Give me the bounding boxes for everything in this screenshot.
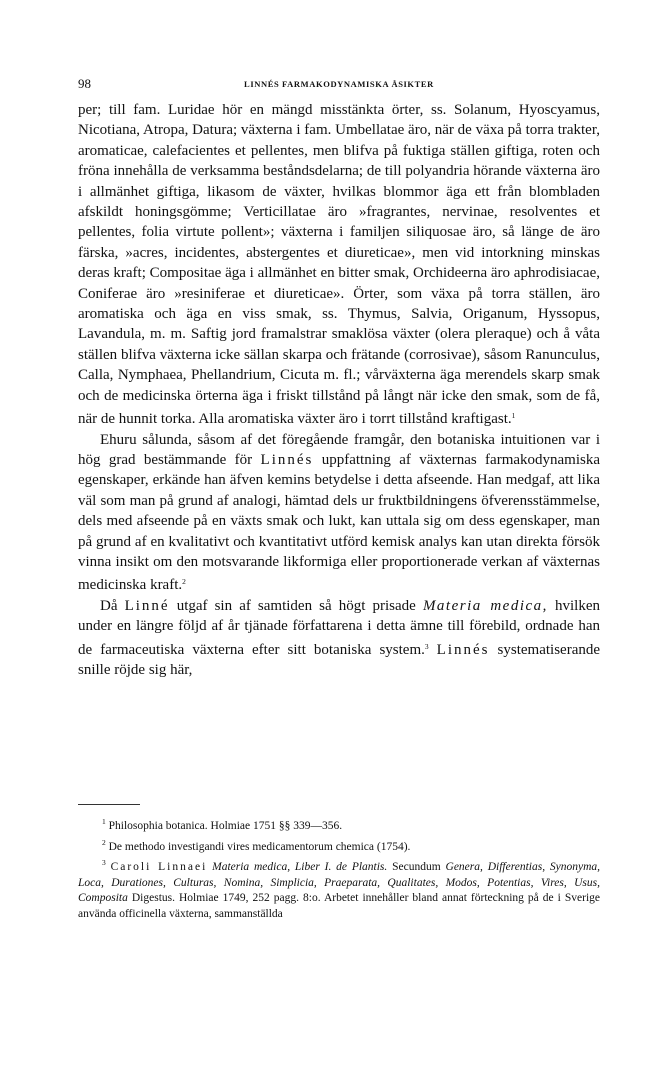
running-head	[78, 76, 600, 92]
paragraph-3	[78, 596, 600, 681]
footnote-3	[78, 855, 600, 922]
footnote-text: Philosophia botanica. Holmiae 1751 §§ 339—356.	[108, 820, 343, 832]
paragraph-3-text-b: utgaf sin af samtiden så högt prisade	[176, 597, 416, 614]
running-title: LINNÉS FARMAKODYNAMISKA ÅSIKTER	[244, 79, 434, 89]
footnote-marker: 3	[102, 858, 106, 868]
author-name-spaced: Linnés	[436, 641, 490, 658]
footnote-ref-2: 2	[182, 577, 186, 587]
page-number: 98	[78, 76, 91, 91]
body-text	[78, 100, 600, 680]
paragraph-2-text-a: Ehuru sålunda, såsom af det föregående framgår, den botaniska intuitionen var i hög grad bestämmande för	[78, 431, 600, 468]
paragraph-2-text-b: uppfattning af växternas farmakodynamiska egenskaper, erkände han äfven kemins betydelse i detta afseende. Han medgaf, att lika väl som man på grund af analogi, hämtad dels ur fruktbildningens öfverensstämmelse, dels med afseende på en växts smak och lukt, kan uttala sig om dess egenskaper, man på grund af en kvalitativt och kvantitativt utförd kemisk analys kan utan direkta försök vinna insikt om den motsvarande likformiga eller proportionerade verkan af växternas medicinska kraft.	[78, 451, 601, 594]
footnote-italic-list: Genera, Differentias, Synonyma, Loca, Durationes, Culturas, Nomina, Simplicia, Praeparata, Qualitates, Modos, Potentias, Vires, Usus, Composita	[78, 861, 601, 905]
footnote-1	[78, 814, 600, 835]
paragraph-1-text: per; till fam. Luridae hör en mängd misstänkta örter, ss. Solanum, Hyoscyamus, Nicotiana, Atropa, Datura; växterna i fam. Umbellatae äro, när de växa på torra trakter, aromaticae, calefacientes et pellentes, men blifva på fuktiga ställen giftiga, roten och fröna innehålla de verksamma beståndsdelarna; de till polyandria hörande växterna äro i allmänhet giftiga, likasom de växter, hvilkas blommor äga ett från blombladen afskildt honingsgömme; Verticillatae äro »fragrantes, nervinae, resolventes et pellentes, folia virtute pollent»; växterna i familjen siliquosae äro, så länge de äro färska, »acres, incidentes, abstergentes et diureticae», men vid intorkning minskas deras kraft; Compositae äga i allmänhet en bitter smak, Orchideerna äro aphrodisiacae, Coniferae äro »resiniferae et diureticae». Örter, som växa på torra ställen, äro aromatiska och äga en viss smak, ss. Thymus, Salvia, Origanum, Hyssopus, Lavandula, m. m. Saftig jord framalstrar smaklösa växter (olera pleraque) och å våta ställen blifva växterna icke sällan skarpa och frätande (corrosivae), såsom Ranunculus, Calla, Nymphaea, Phellandrium, Cicuta m. fl.; vårväxterna äga merendels skarp smak och de medicinska örterna äga i friskt tillstånd på långt när icke den smak, som de få, när de hunnit torka. Alla aromatiska växter äro i torrt tillstånd kraftigast.	[78, 102, 600, 428]
work-title: Materia medica,	[422, 597, 548, 614]
paragraph-3-text-d: systematiserande snille röjde sig här,	[78, 641, 601, 678]
footnote-2	[78, 835, 600, 856]
author-name-spaced: Linnés	[260, 451, 314, 468]
paragraph-3-text-c: hvilken under en längre följd af år tjänade författarena i detta ämne till förebild, ordnade han de farmaceutiska växterna efter sitt botaniska system.	[78, 597, 601, 658]
footnote-text: De methodo investigandi vires medicamentorum chemica (1754).	[108, 840, 411, 853]
footnote-ref-1: 1	[511, 411, 516, 421]
footnote-text: Secundum	[392, 861, 441, 874]
footnote-author: Caroli Linnaei	[110, 861, 208, 874]
paragraph-1	[78, 100, 600, 430]
paragraph-2	[78, 430, 600, 596]
paragraph-3-text-a: Då	[100, 597, 118, 614]
footnote-marker: 2	[102, 837, 106, 847]
footnote-text: Digestus. Holmiae 1749, 252 pagg. 8:o. Arbetet innehåller bland annat förteckning på de i Sverige använda officinella växterna, sammanställda	[78, 892, 601, 920]
author-name-spaced: Linné	[124, 597, 170, 614]
footnote-work-title: Materia medica, Liber I. de Plantis.	[212, 861, 388, 874]
footnotes	[78, 814, 600, 923]
footnote-ref-3: 3	[424, 641, 429, 651]
footnote-divider	[78, 804, 140, 805]
footnote-marker: 1	[102, 817, 106, 826]
